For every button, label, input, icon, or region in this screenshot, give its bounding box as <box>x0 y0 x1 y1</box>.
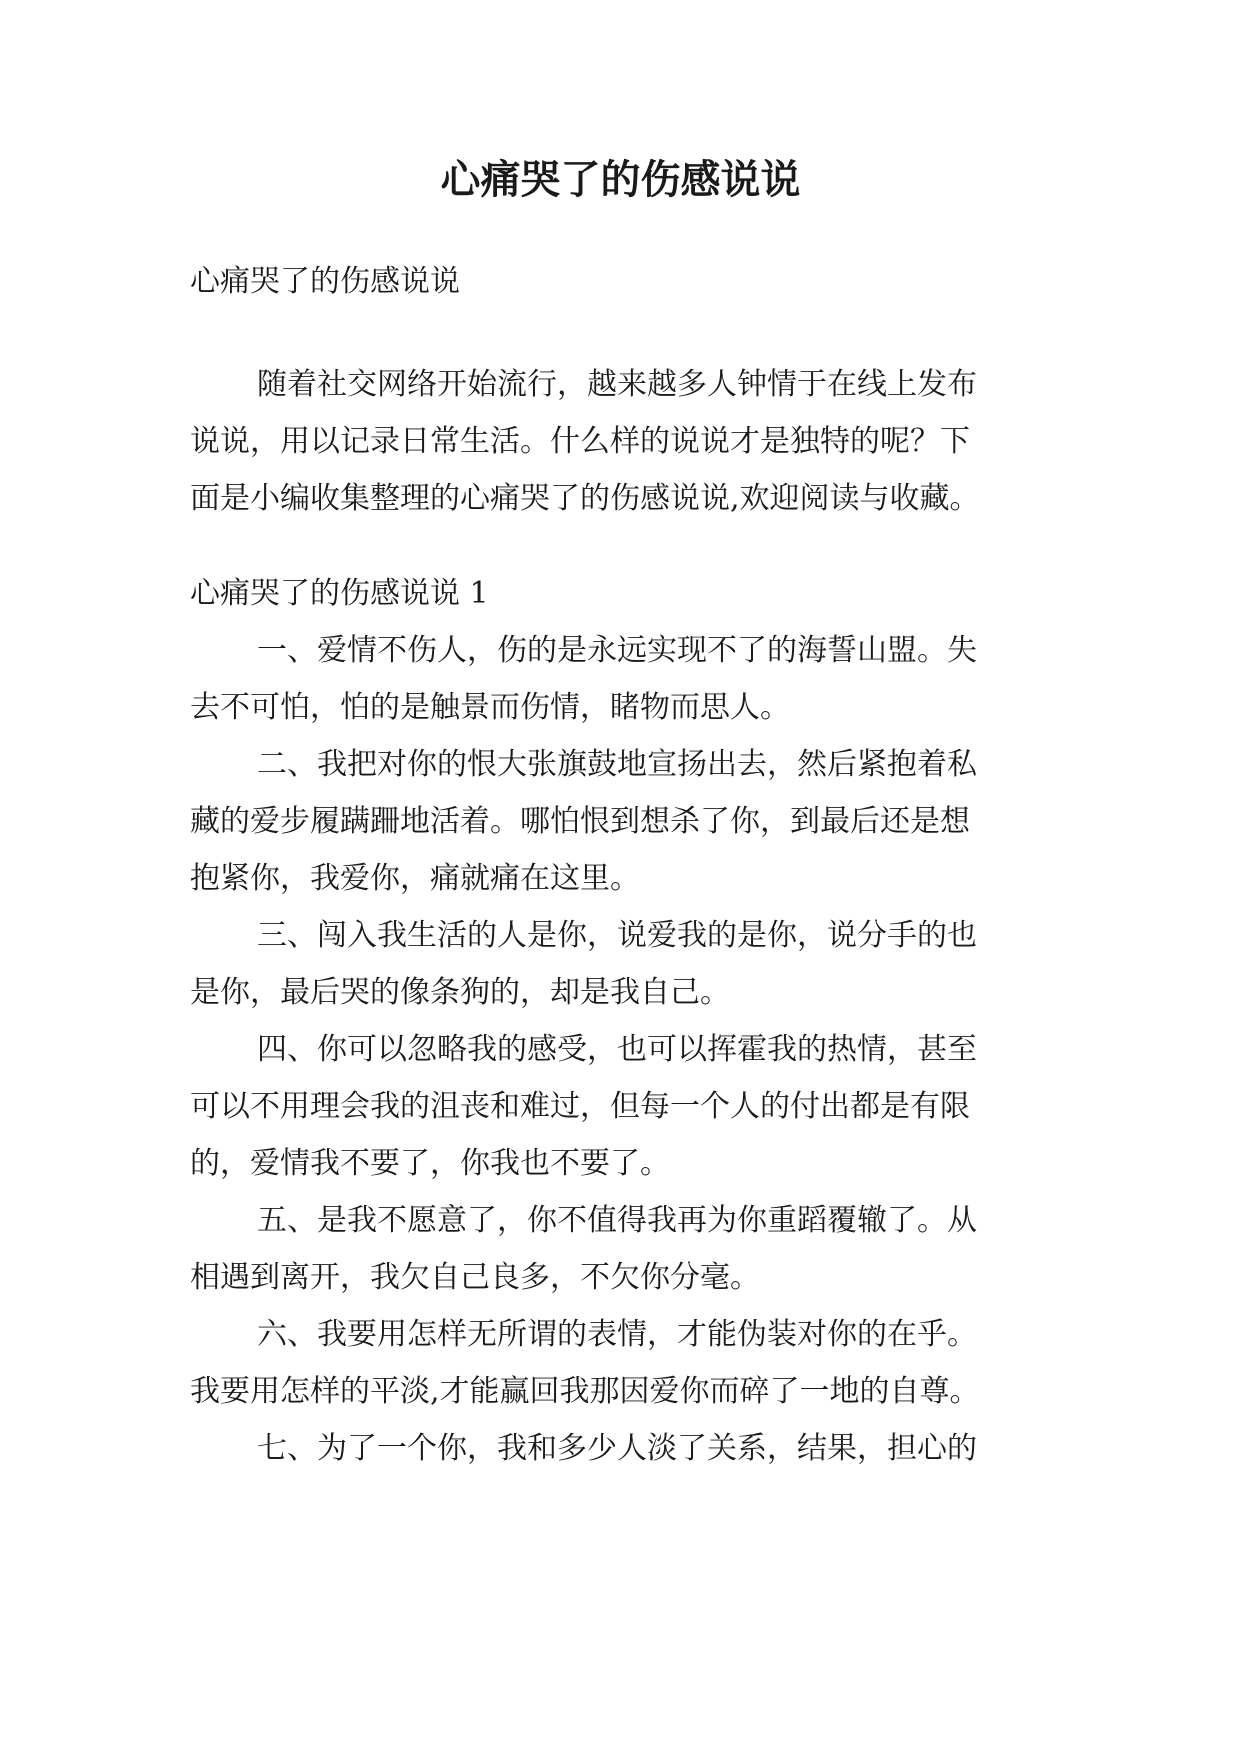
document-subtitle: 心痛哭了的伤感说说 <box>190 264 460 299</box>
item-line: 二、我把对你的恨大张旗鼓地宣扬出去，然后紧抱着私 <box>257 747 977 782</box>
item-line: 七、为了一个你，我和多少人淡了关系，结果，担心的 <box>257 1431 977 1466</box>
intro-line: 面是小编收集整理的心痛哭了的伤感说说,欢迎阅读与收藏。 <box>190 481 980 516</box>
item-line: 五、是我不愿意了，你不值得我再为你重蹈覆辙了。从 <box>257 1203 977 1238</box>
item-line: 三、闯入我生活的人是你，说爱我的是你，说分手的也 <box>257 918 977 953</box>
item-line: 藏的爱步履蹒跚地活着。哪怕恨到想杀了你，到最后还是想 <box>190 804 970 839</box>
intro-line: 说说，用以记录日常生活。什么样的说说才是独特的呢？下 <box>190 424 970 459</box>
item-line: 的，爱情我不要了，你我也不要了。 <box>190 1146 670 1181</box>
item-line: 相遇到离开，我欠自己良多，不欠你分毫。 <box>190 1260 760 1295</box>
item-line: 去不可怕，怕的是触景而伤情，睹物而思人。 <box>190 690 790 725</box>
item-line: 是你，最后哭的像条狗的，却是我自己。 <box>190 975 730 1010</box>
intro-line: 随着社交网络开始流行，越来越多人钟情于在线上发布 <box>257 367 977 402</box>
item-line: 四、你可以忽略我的感受，也可以挥霍我的热情，甚至 <box>257 1032 977 1067</box>
item-line: 一、爱情不伤人，伤的是永远实现不了的海誓山盟。失 <box>257 633 977 668</box>
item-line: 六、我要用怎样无所谓的表情，才能伪装对你的在乎。 <box>257 1317 977 1352</box>
section-heading: 心痛哭了的伤感说说 1 <box>190 576 489 611</box>
item-line: 抱紧你，我爱你，痛就痛在这里。 <box>190 861 640 896</box>
document-title: 心痛哭了的伤感说说 <box>440 156 801 203</box>
item-line: 我要用怎样的平淡,才能赢回我那因爱你而碎了一地的自尊。 <box>190 1374 980 1409</box>
item-line: 可以不用理会我的沮丧和难过，但每一个人的付出都是有限 <box>190 1089 970 1124</box>
